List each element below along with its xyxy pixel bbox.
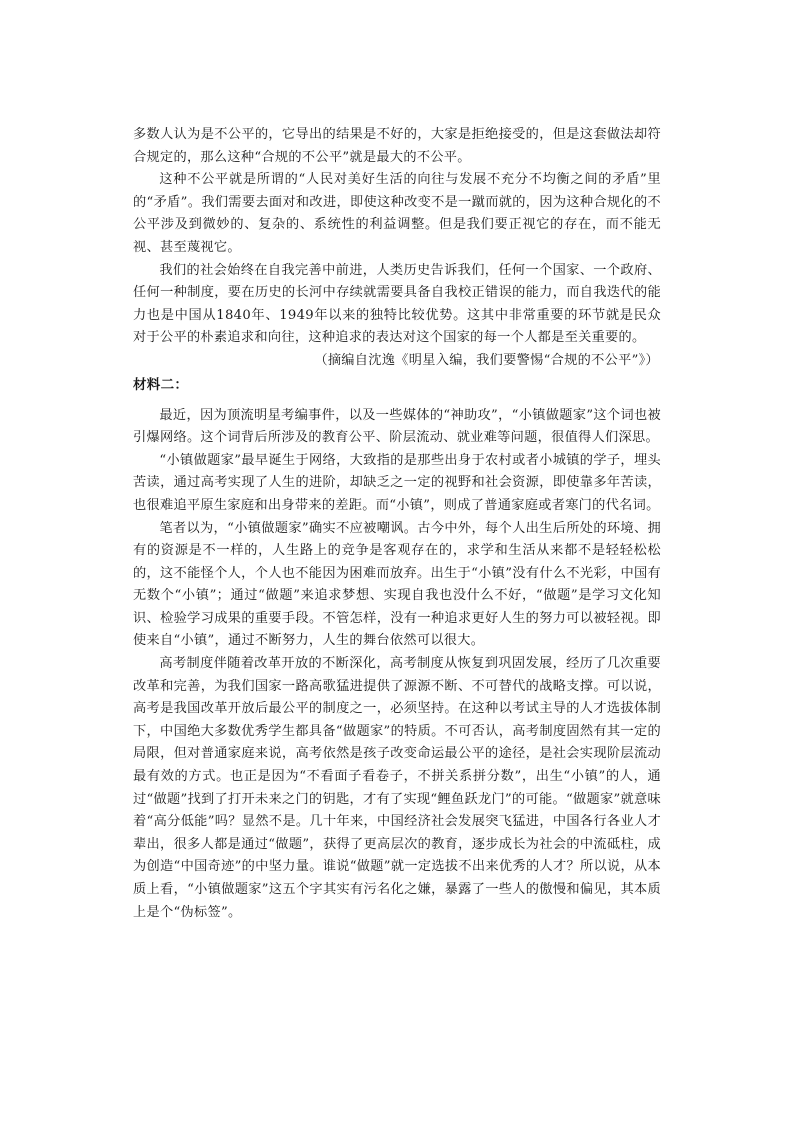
material2-paragraph-1: 最近，因为顶流明星考编事件，以及一些媒体的“神助攻”，“小镇做题家”这个词也被引爆网络。这个词背后所涉及的教育公平、阶层流动、就业难等问题，很值得人们深思。 bbox=[133, 407, 661, 446]
material2-paragraph-4: 高考制度伴随着改革开放的不断深化，高考制度从恢复到巩固发展，经历了几次重要改革和完善，为我们国家一路高歌猛进提供了源源不断、不可替代的战略支撑。可以说，高考是我国改革开放后最公平的制度之一，必须坚持。在这种以考试主导的人才选拔体制下，中国绝大多数优秀学生都具备“做题家”的特质。不可否认，高考制度固然有其一定的局限，但对普通家庭来说，高考依然是孩子改变命运最公平的途径，是社会实现阶层流动最有效的方式。也正是因为“不看面子看卷子，不拼关系拼分数”，出生“小镇”的人，通过“做题”找到了打开未来之门的钥匙，才有了实现“鲤鱼跃龙门”的可能。“做题家”就意味着“高分低能”吗？显然不是。几十年来，中国经济社会发展突飞猛进，中国各行各业人才辈出，很多人都是通过“做题”，获得了更高层次的教育，逐步成长为社会的中流砥柱，成为创造“中国奇迹”的中坚力量。谁说“做题”就一定选拔不出来优秀的人才？所以说，从本质上看，“小镇做题家”这五个字其实有污名化之嫌，暴露了一些人的傲慢和偏见，其本质上是个“伪标签”。 bbox=[133, 656, 661, 920]
material1-paragraph-2: 这种不公平就是所谓的“人民对美好生活的向往与发展不充分不均衡之间的矛盾”里的“矛盾”。我们需要去面对和改进，即使这种改变不是一蹴而就的，因为这种合规化的不公平涉及到微妙的、复杂的、系统性的利益调整。但是我们要正视它的存在，而不能无视、甚至蔑视它。 bbox=[133, 172, 661, 255]
document-page bbox=[133, 124, 661, 924]
material1-paragraph-1: 多数人认为是不公平的，它导出的结果是不好的，大家是拒绝接受的，但是这套做法却符合规定的，那么这种“合规的不公平”就是最大的不公平。 bbox=[133, 127, 661, 165]
material2-paragraph-3: 笔者以为，“小镇做题家”确实不应被嘲讽。古今中外，每个人出生后所处的环境、拥有的资源是不一样的，人生路上的竞争是客观存在的，求学和生活从来都不是轻轻松松的，这不能怪个人，个人也不能因为困难而放弃。出生于“小镇”没有什么不光彩，中国有无数个“小镇”；通过“做题”来追求梦想、实现自我也没什么不好，“做题”是学习文化知识、检验学习成果的重要手段。不管怎样，没有一种追求更好人生的努力可以被轻视。即使来自“小镇”，通过不断努力，人生的舞台依然可以很大。 bbox=[133, 520, 661, 649]
material2-paragraph-2: “小镇做题家”最早诞生于网络，大致指的是那些出身于农村或者小城镇的学子，埋头苦读，通过高考实现了人生的进阶，却缺乏之一定的视野和社会资源，即使靠多年苦读，也很难追平原生家庭和出身带来的差距。而“小镇”，则成了普通家庭或者寒门的代名词。 bbox=[133, 452, 661, 513]
material1-citation: （摘编自沈逸《明星入编，我们要警惕“合规的不公平”》） bbox=[314, 352, 659, 368]
material1-paragraph-3: 我们的社会始终在自我完善中前进，人类历史告诉我们，任何一个国家、一个政府、任何一种制度，要在历史的长河中存续就需要具备自我校正错误的能力，而自我迭代的能力也是中国从1840年、1949年以来的独特比较优势。这其中非常重要的环节就是民众对于公平的朴素追求和向往，这种追求的表达对这个国家的每一个人都是至关重要的。 bbox=[133, 262, 661, 346]
material2-heading: 材料二： bbox=[133, 376, 189, 393]
